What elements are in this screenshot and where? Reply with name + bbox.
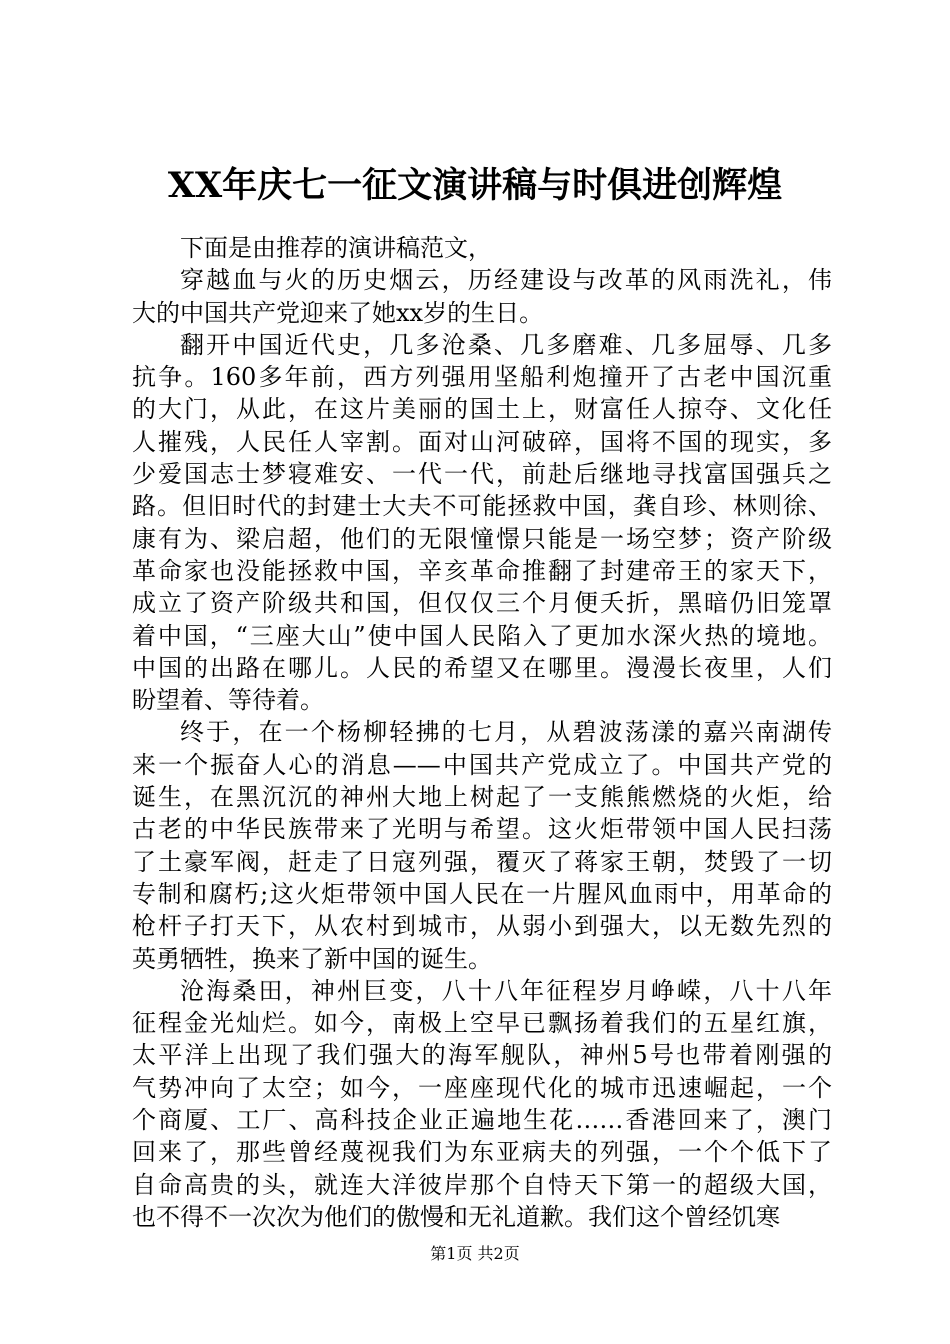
paragraph-line: 气势冲向了太空；如今，一座座现代化的城市迅速崛起，一个 [132, 1073, 832, 1102]
paragraph-line: 古老的中华民族带来了光明与希望。这火炬带领中国人民扫荡 [132, 815, 832, 844]
paragraph-line: 征程金光灿烂。如今，南极上空早已飘扬着我们的五星红旗， [132, 1009, 832, 1038]
paragraph-line: 枪杆子打天下，从农村到城市，从弱小到强大，以无数先烈的 [132, 912, 832, 941]
paragraph [132, 264, 832, 329]
paragraph-line: 穿越血与火的历史烟云，历经建设与改革的风雨洗礼，伟 [180, 266, 832, 295]
paragraph-line: 诞生，在黑沉沉的神州大地上树起了一支熊熊燃烧的火炬，给 [132, 783, 832, 812]
page-footer: 第1页 共2页 [430, 1244, 520, 1263]
paragraph-line: 来一个振奋人心的消息——中国共产党成立了。中国共产党的 [132, 750, 832, 779]
paragraph [132, 329, 832, 717]
paragraph [132, 975, 832, 1233]
paragraph-line: 的大门，从此，在这片美丽的国土上，财富任人掠夺、文化任 [132, 395, 832, 424]
paragraph-line: 抗争。160多年前，西方列强用坚船利炮撞开了古老中国沉重 [132, 363, 832, 392]
paragraph [132, 232, 832, 264]
paragraph-line: 专制和腐朽;这火炬带领中国人民在一片腥风血雨中，用革命的 [132, 879, 832, 908]
paragraph-line: 了土豪军阀，赶走了日寇列强，覆灭了蒋家王朝，焚毁了一切 [132, 847, 832, 876]
paragraph-line: 路。但旧时代的封建士大夫不可能拯救中国，龚自珍、林则徐、 [132, 492, 832, 521]
paragraph-line: 少爱国志士梦寝难安、一代一代，前赴后继地寻找富国强兵之 [132, 460, 832, 489]
paragraph-line: 回来了，那些曾经蔑视我们为东亚病夫的列强，一个个低下了 [132, 1138, 832, 1167]
paragraph [132, 716, 832, 974]
paragraph-line: 自命高贵的头，就连大洋彼岸那个自恃天下第一的超级大国， [132, 1170, 832, 1199]
paragraph-line: 成立了资产阶级共和国，但仅仅三个月便夭折，黑暗仍旧笼罩 [132, 589, 832, 618]
paragraph-line: 大的中国共产党迎来了她xx岁的生日。 [132, 298, 544, 327]
paragraph-line: 下面是由推荐的演讲稿范文， [180, 234, 492, 262]
paragraph-line: 盼望着、等待着。 [132, 686, 324, 715]
document-body [132, 232, 832, 1233]
paragraph-line: 太平洋上出现了我们强大的海军舰队，神州5号也带着刚强的 [132, 1041, 832, 1070]
paragraph-line: 沧海桑田，神州巨变，八十八年征程岁月峥嵘，八十八年 [180, 976, 832, 1005]
paragraph-line: 翻开中国近代史，几多沧桑、几多磨难、几多屈辱、几多 [180, 330, 832, 359]
paragraph-line: 也不得不一次次为他们的傲慢和无礼道歉。我们这个曾经饥寒 [132, 1202, 780, 1231]
paragraph-line: 个商厦、工厂、高科技企业正遍地生花……香港回来了，澳门 [132, 1106, 832, 1135]
paragraph-line: 康有为、梁启超，他们的无限憧憬只能是一场空梦；资产阶级 [132, 524, 832, 553]
paragraph-line: 中国的出路在哪儿。人民的希望又在哪里。漫漫长夜里，人们 [132, 653, 832, 682]
paragraph-line: 英勇牺牲，换来了新中国的诞生。 [132, 944, 492, 973]
paragraph-line: 终于，在一个杨柳轻拂的七月，从碧波荡漾的嘉兴南湖传 [180, 718, 832, 747]
document-title: XX年庆七一征文演讲稿与时俱进创辉煌 [167, 165, 783, 206]
paragraph-line: 革命家也没能拯救中国，辛亥革命推翻了封建帝王的家天下， [132, 556, 832, 585]
paragraph-line: 着中国，“三座大山”使中国人民陷入了更加水深火热的境地。 [132, 621, 832, 650]
paragraph-line: 人摧残，人民任人宰割。面对山河破碎，国将不国的现实，多 [132, 427, 832, 456]
